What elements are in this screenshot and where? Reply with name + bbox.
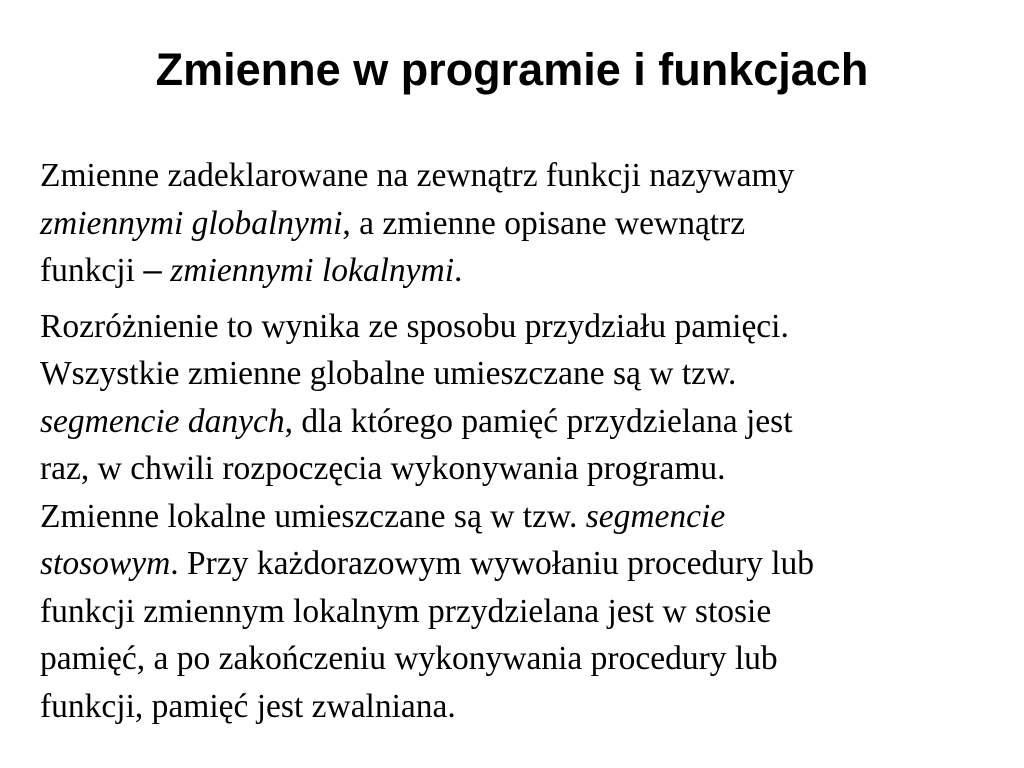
text-line: Zmienne zadeklarowane na zewnątrz funkcji nazywamy	[40, 157, 795, 194]
text-line: Wszystkie zmienne globalne umieszczane są w tzw.	[40, 355, 737, 392]
dash: –	[143, 252, 162, 289]
text-line	[40, 247, 1000, 295]
paragraph-memory-allocation	[40, 303, 1000, 731]
text-line: funkcji zmiennym lokalnym przydzielana jest w stosie	[40, 592, 772, 630]
text-line: pamięć, a po zakończeniu wykonywania procedury lub	[40, 640, 778, 677]
text-fragment: funkcji	[40, 252, 144, 289]
term-global-variables: zmiennymi globalnymi	[40, 204, 343, 242]
paragraph-variables-definition	[40, 152, 1000, 295]
text-line	[40, 493, 1000, 541]
text-line: raz, w chwili rozpoczęcia wykonywania programu.	[40, 450, 726, 487]
text-fragment: , dla którego pamięć przydzielana jest	[284, 402, 793, 440]
text-line	[40, 200, 1000, 248]
slide-title: Zmienne w programie i funkcjach	[155, 44, 869, 95]
text-line	[40, 398, 1000, 446]
text-fragment: .	[454, 252, 463, 289]
text-fragment: Zmienne lokalne umieszczane są w tzw.	[40, 497, 586, 535]
slide-body	[40, 152, 1000, 730]
term-data-segment: segmencie danych	[40, 402, 285, 440]
text-line: Rozróżnienie to wynika ze sposobu przydziału pamięci.	[40, 307, 789, 345]
term-local-variables: zmiennymi lokalnymi	[170, 252, 455, 289]
text-line: funkcji, pamięć jest zwalniana.	[40, 687, 456, 725]
term-stack-segment-part1: segmencie	[585, 497, 726, 535]
term-stack-segment-part2: stosowym	[40, 545, 171, 582]
text-fragment: , a zmienne opisane wewnątrz	[342, 204, 746, 242]
text-fragment: . Przy każdorazowym wywołaniu procedury lub	[170, 545, 815, 582]
text-line	[40, 540, 1000, 588]
